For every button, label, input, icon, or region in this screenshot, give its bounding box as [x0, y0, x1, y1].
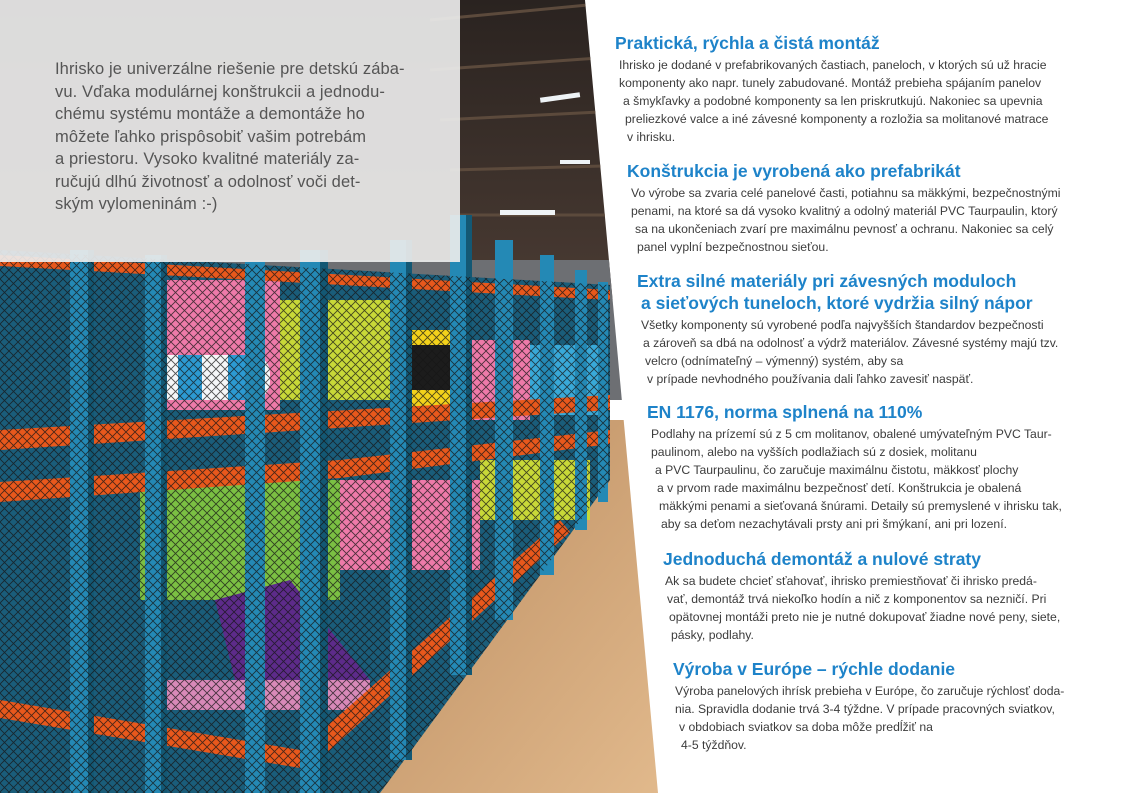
- intro-paragraph: [55, 58, 440, 216]
- body-line: a PVC Taurpaulinu, čo zaručuje maximálnu čistotu, mäkkosť plochy: [655, 462, 1019, 477]
- body-line: v ihrisku.: [627, 129, 676, 144]
- heading-line: a sieťových tuneloch, ktoré vydržia silný nápor: [641, 293, 1033, 313]
- heading-line: Konštrukcia je vyrobená ako prefabrikát: [627, 161, 961, 181]
- body-line: komponenty ako napr. tunely zabudované. Montáž prebieha spájaním panelov: [619, 75, 1042, 90]
- body-line: paulinom, alebo na vyšších podlažiach sú z dosiek, molitanu: [651, 444, 977, 459]
- body-line: Výroba panelových ihrísk prebieha v Európe, čo zaručuje rýchlosť doda-: [675, 684, 1065, 698]
- body-line: Ak sa budete chcieť sťahovať, ihrisko premiestňovať či ihrisko predá-: [665, 574, 1037, 588]
- body-line: pásky, podlahy.: [671, 627, 754, 642]
- body-line: penami, na ktoré sa dá vysoko kvalitný a odolný materiál PVC Taurpaulin, ktorý: [631, 203, 1058, 218]
- body-line: aby sa deťom nezachytávali prsty ani pri šmýkaní, ani pri lození.: [661, 516, 1007, 531]
- section-norma: [647, 401, 1062, 533]
- section-heading: [663, 548, 1060, 570]
- intro-line: ským vylomeninám :-): [55, 195, 218, 213]
- section-materialy: [637, 270, 1058, 389]
- body-line: 4-5 týždňov.: [681, 737, 747, 752]
- body-line: a šmykľavky a podobné komponenty sa len priskrutkujú. Nakoniec sa upevnia: [623, 93, 1043, 108]
- section-heading: [627, 160, 1061, 182]
- heading-line: EN 1176, norma splnená na 110%: [647, 402, 923, 422]
- section-prefabrikat: [627, 160, 1061, 257]
- section-demontaz: [663, 548, 1060, 645]
- intro-line: vu. Vďaka modulárnej konštrukcii a jednodu-: [55, 82, 385, 101]
- heading-line: Praktická, rýchla a čistá montáž: [615, 33, 880, 53]
- section-heading: [615, 32, 1048, 54]
- body-line: velcro (odnímateľný – výmenný) systém, aby sa: [645, 353, 904, 368]
- body-line: a zároveň sa dbá na odolnosť a výdrž materiálov. Závesné systémy majú tzv.: [643, 335, 1059, 350]
- intro-line: môžete ľahko prispôsobiť vašim potrebám: [55, 127, 367, 146]
- body-line: panel vyplní bezpečnostnou sieťou.: [637, 239, 829, 254]
- body-line: Podlahy na prízemí sú z 5 cm molitanov, obalené umývateľným PVC Taur-: [651, 427, 1052, 441]
- body-line: a v prvom rade maximálnu bezpečnosť detí. Konštrukcia je obalená: [657, 480, 1022, 495]
- body-line: mäkkými penami a sieťovaná šnúrami. Detaily sú premyslené v ihrisku tak,: [659, 498, 1062, 513]
- intro-line: a priestoru. Vysoko kvalitné materiály za-: [55, 150, 360, 168]
- body-line: v obdobiach sviatkov sa doba môže predĺžiť na: [679, 719, 933, 734]
- intro-line: chému systému montáže a demontáže ho: [55, 105, 365, 123]
- section-heading: [637, 270, 1058, 314]
- heading-line: Výroba v Európe – rýchle dodanie: [673, 659, 956, 679]
- body-line: Všetky komponenty sú vyrobené podľa najvyšších štandardov bezpečnosti: [641, 318, 1044, 332]
- section-montaz: [615, 32, 1048, 147]
- body-line: preliezkové valce a iné závesné komponenty a rozložia sa molitanové matrace: [625, 111, 1049, 126]
- body-line: Vo výrobe sa zvaria celé panelové časti, potiahnu sa mäkkými, bezpečnostnými: [631, 186, 1061, 200]
- section-heading: [647, 401, 1062, 423]
- body-line: v prípade nevhodného používania dali ľahko zavesiť naspäť.: [647, 371, 974, 386]
- heading-line: Extra silné materiály pri závesných moduloch: [637, 271, 1017, 291]
- section-heading: [673, 658, 1064, 680]
- body-line: Ihrisko je dodané v prefabrikovaných častiach, paneloch, v ktorých sú už hracie: [619, 58, 1047, 72]
- body-line: sa na ukončeniach zvarí pre maximálnu pevnosť a ochranu. Nakoniec sa celý: [635, 221, 1054, 236]
- body-line: nia. Spravidla dodanie trvá 3-4 týždne. V prípade pracovných sviatkov,: [675, 701, 1055, 716]
- body-line: opätovnej montáži preto nie je nutné dokupovať žiadne nové peny, siete,: [669, 609, 1061, 624]
- heading-line: Jednoduchá demontáž a nulové straty: [663, 549, 981, 569]
- body-line: vať, demontáž trvá niekoľko hodín a nič z komponentov sa nezničí. Pri: [667, 591, 1047, 606]
- section-vyroba: [673, 658, 1064, 755]
- intro-line: ručujú dlhú životnosť a odolnosť voči det-: [55, 172, 361, 191]
- intro-line: Ihrisko je univerzálne riešenie pre detskú zába-: [55, 60, 405, 78]
